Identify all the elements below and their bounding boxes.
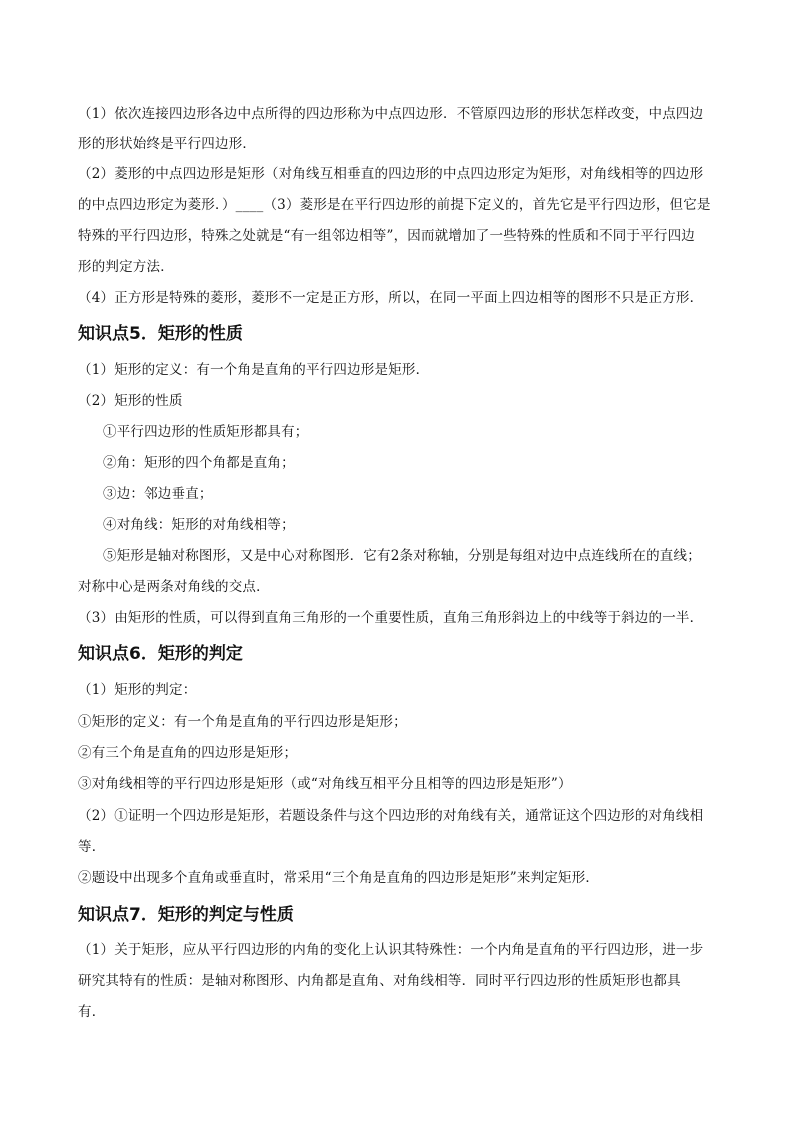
section-heading-kp6: 知识点6．矩形的判定 (78, 644, 243, 664)
section-heading-kp5: 知识点5．矩形的性质 (78, 324, 243, 344)
paragraph-line: （1）矩形的判定： (78, 682, 197, 698)
paragraph-line: 特殊的平行四边形，特殊之处就是“有一组邻边相等”，因而就增加了一些特殊的性质和不同于平行四边 (78, 228, 696, 244)
paragraph-line: （2）矩形的性质 (78, 393, 183, 409)
list-item: ④对角线：矩形的对角线相等； (103, 517, 295, 533)
list-item: ⑤矩形是轴对称图形，又是中心对称图形．它有2条对称轴，分别是每组对边中点连线所在的直线； (103, 548, 701, 564)
paragraph-line: （3）由矩形的性质，可以得到直角三角形的一个重要性质，直角三角形斜边上的中线等于斜边的一半． (78, 610, 704, 626)
paragraph-line: 等． (78, 839, 106, 855)
paragraph-line: （1）矩形的定义：有一个角是直角的平行四边形是矩形． (78, 362, 430, 378)
paragraph-line: 的中点四边形定为菱形．）____（3）菱形是在平行四边形的前提下定义的，首先它是平行四边形，但它是 (78, 197, 711, 213)
paragraph-line: 形的判定方法． (78, 259, 174, 275)
paragraph-line: 对称中心是两条对角线的交点． (78, 579, 270, 595)
list-item: ③边：邻边垂直； (103, 486, 213, 502)
list-item: ②有三个角是直角的四边形是矩形； (78, 745, 298, 761)
paragraph-line: （1）关于矩形，应从平行四边形的内角的变化上认识其特殊性：一个内角是直角的平行四边形，进一步 (78, 942, 704, 958)
list-item: ①平行四边形的性质矩形都具有； (103, 424, 309, 440)
list-item: ②角：矩形的四个角都是直角； (103, 455, 295, 471)
paragraph-line: （1）依次连接四边形各边中点所得的四边形称为中点四边形．不管原四边形的形状怎样改变，中点四边 (78, 106, 704, 122)
paragraph-line: （4）正方形是特殊的菱形，菱形不一定是正方形，所以，在同一平面上四边相等的图形不只是正方形． (78, 290, 704, 306)
paragraph-line: 形的形状始终是平行四边形． (78, 136, 257, 152)
paragraph-line: 有． (78, 1004, 106, 1020)
list-item: ③对角线相等的平行四边形是矩形（或“对角线互相平分且相等的四边形是矩形”） (78, 776, 572, 792)
paragraph-line: （2）菱形的中点四边形是矩形（对角线互相垂直的四边形的中点四边形定为矩形，对角线相等的四边形 (78, 166, 704, 182)
paragraph-line: 研究其特有的性质：是轴对称图形、内角都是直角、对角线相等．同时平行四边形的性质矩形也都具 (78, 973, 681, 989)
list-item: ②题设中出现多个直角或垂直时，常采用“三个角是直角的四边形是矩形”来判定矩形． (78, 870, 600, 886)
list-item: ①矩形的定义：有一个角是直角的平行四边形是矩形； (78, 714, 407, 730)
paragraph-line: （2）①证明一个四边形是矩形，若题设条件与这个四边形的对角线有关，通常证这个四边形的对角线相 (78, 808, 704, 824)
section-heading-kp7: 知识点7．矩形的判定与性质 (78, 905, 294, 925)
